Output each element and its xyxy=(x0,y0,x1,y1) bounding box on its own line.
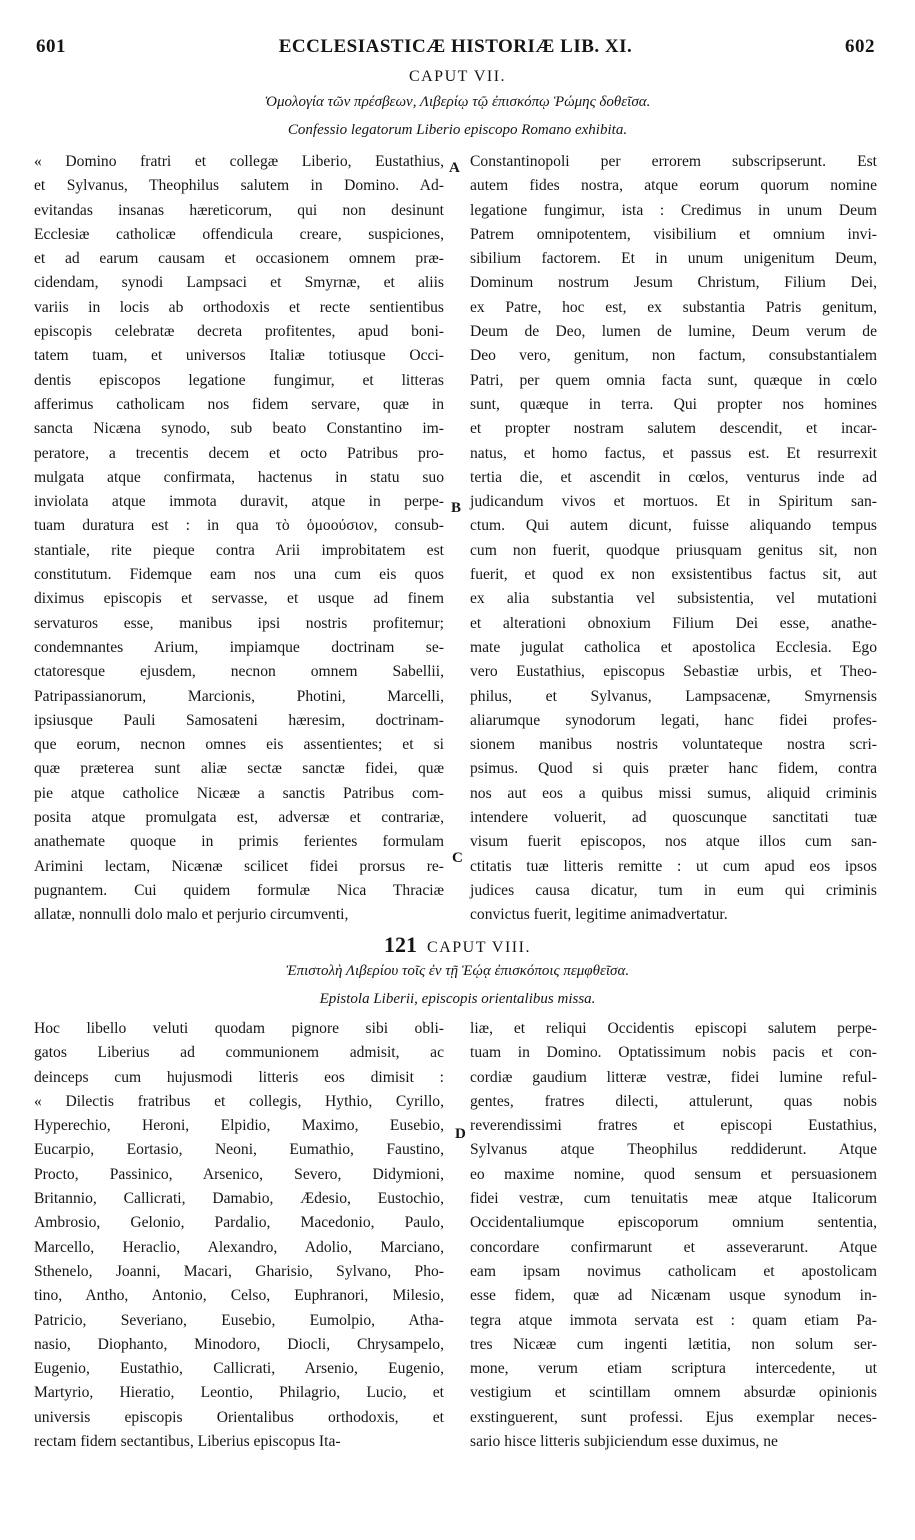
text-line: allatæ, nonnulli dolo malo et perjurio circumventi, xyxy=(34,906,349,924)
text-line: ex Patre, hoc est, ex substantia Patris genitum, xyxy=(470,298,877,316)
chapter-8-right-column xyxy=(470,1017,877,1454)
text-line: Eugenio, Eustathio, Callicrati, Arsenio, Eugenio, xyxy=(34,1360,444,1378)
text-line: psimus. Quod si quis præter hanc fidem, contra xyxy=(470,760,877,778)
text-line: Patri, per quem omnia facta sunt, quæque in cœlo xyxy=(470,371,877,389)
text-line: Eucarpio, Eortasio, Neoni, Eumathio, Faustino, xyxy=(34,1141,444,1159)
page-title: ECCLESIASTICÆ HISTORIÆ LIB. XI. xyxy=(278,36,633,57)
text-line: diximus episcopis et servasse, et usque ad finem xyxy=(34,590,444,608)
text-line: dentis episcopos legatione fungimur, et litteras xyxy=(34,371,444,389)
margin-marker-a: A xyxy=(449,160,460,176)
text-line: Deum de Deo, lumen de lumine, Deum verum de xyxy=(470,323,877,341)
text-line: posita atque promulgata est, adversæ et contrariæ, xyxy=(34,809,444,827)
text-line: vero Eustathius, episcopus Sebastiæ urbis, et Theo- xyxy=(470,663,877,681)
text-line: ctitatis tuæ litteris remitte : ut cum apud eos ipsos xyxy=(470,857,877,875)
text-line: pie atque catholice Nicææ a sanctis Patribus com- xyxy=(34,784,444,802)
text-line: liæ, et reliqui Occidentis episcopi salutem perpe- xyxy=(470,1020,877,1037)
text-line: Ambrosio, Gelonio, Pardalio, Macedonio, Paulo, xyxy=(34,1214,444,1232)
text-line: afferimus catholicam nos fidem servare, quæ in xyxy=(34,395,444,413)
text-line: tatem tuam, et universos Italiæ totiusque Occi- xyxy=(34,347,444,365)
text-line: sancta Nicæna synodo, sub beato Constantino im- xyxy=(34,420,444,438)
margin-marker-b: B xyxy=(451,500,462,516)
text-line: tino, Antho, Antonio, Celso, Euphranori, Milesio, xyxy=(34,1287,444,1305)
text-line: eam ipsam novimus catholicam et apostolicam xyxy=(470,1262,877,1280)
text-line: judices causa dicatur, tum in eum qui criminis xyxy=(470,881,877,899)
text-line: aliarumque synodorum legati, hanc fidei profes- xyxy=(470,711,877,729)
chapter-7-heading: CAPUT VII. xyxy=(408,68,507,85)
text-line: et propter nostram salutem descendit, et incar- xyxy=(470,420,877,438)
text-line: « Domino fratri et collegæ Liberio, Eustathius, xyxy=(34,153,444,170)
text-line: gatos Liberius ad communionem admisit, ac xyxy=(34,1044,444,1062)
text-line: constitutum. Fidemque eam nos una cum eis quos xyxy=(34,566,444,584)
text-line: Britannio, Callicrati, Damabio, Ædesio, Eustochio, xyxy=(34,1190,444,1208)
text-line: sunt, quæque in terra. Qui propter nos homines xyxy=(470,395,877,413)
text-line: tegra atque immota servata est : quam etiam Pa- xyxy=(470,1311,877,1329)
text-line: et Sylvanus, Theophilus salutem in Domino. Ad- xyxy=(34,177,444,195)
text-line: mate jugulat catholica et apostolica Ecclesia. Ego xyxy=(470,638,877,656)
page-number-right: 602 xyxy=(845,36,875,57)
text-line: Procto, Passinico, Arsenico, Severo, Didymioni, xyxy=(34,1165,444,1183)
text-line: nos aut eos a quibus missi sumus, aliquid criminis xyxy=(470,784,877,802)
page-number-left: 601 xyxy=(36,36,66,57)
text-line: tres Nicææ cum ingenti lætitia, non solum ser- xyxy=(470,1335,877,1353)
chapter-8-heading: CAPUT VIII. xyxy=(427,939,531,956)
text-line: Occidentaliumque episcoporum omnium sententia, xyxy=(470,1214,877,1232)
text-line: Constantinopoli per errorem subscripserunt. Est xyxy=(470,153,877,170)
text-line: stantiale, rite pieque contra Arii improbitatem est xyxy=(34,541,444,559)
text-line: inviolata atque immota duravit, atque in perpe- xyxy=(34,493,444,511)
chapter-8-greek-title: Ἐπιστολὴ Λιβερίου τοῖς ἐν τῇ Ἑῴᾳ ἐπισκόποις πεμφθεῖσα. xyxy=(285,963,630,979)
text-line: intendere voluerit, ad quoscunque sanctitati tuæ xyxy=(470,809,877,827)
text-line: Marcello, Heraclio, Alexandro, Adolio, Marciano, xyxy=(34,1238,444,1256)
text-line: « Dilectis fratribus et collegis, Hythio, Cyrillo, xyxy=(34,1092,444,1110)
text-line: Hyperechio, Heroni, Elpidio, Maximo, Eusebio, xyxy=(34,1117,444,1135)
text-line: et alterationi obnoxium Filium Dei esse, anathe- xyxy=(470,614,877,632)
text-line: que eorum, necnon omnes eis assentientes; et si xyxy=(34,736,444,754)
text-line: ipsiusque Pauli Samosateni hæresim, doctrinam- xyxy=(34,711,444,729)
chapter-7-left-column xyxy=(34,150,444,928)
chapter-7-greek-title: Ὁμολογία τῶν πρέσβεων, Λιβερίῳ τῷ ἐπισκόπῳ Ῥώμης δοθεῖσα. xyxy=(264,94,651,110)
text-line: mone, verum etiam scriptura intercedente, ut xyxy=(470,1360,877,1378)
text-line: concordare confirmarunt et asseverarunt. Atque xyxy=(470,1238,877,1256)
text-line: Ecclesiæ catholicæ offendicula creare, suspiciones, xyxy=(34,225,444,243)
text-line: ctatoresque ejusdem, necnon omnem Sabellii, xyxy=(34,663,444,681)
text-line: convictus fuerit, legitime animadvertatur. xyxy=(470,906,728,924)
text-line: Sylvanus atque Theophilus reddiderunt. Atque xyxy=(470,1141,877,1159)
text-line: Deo vero, genitum, non factum, consubstantialem xyxy=(470,347,877,365)
text-line: cidendam, synodi Lampsaci et Smyrnæ, et aliis xyxy=(34,274,444,292)
text-line: gentes, fratres dilecti, attulerunt, quas nobis xyxy=(470,1092,877,1110)
text-line: Hoc libello veluti quodam pignore sibi obli- xyxy=(34,1020,444,1037)
text-line: mulgata atque confirmata, hactenus in statu suo xyxy=(34,468,444,486)
text-line: autem fides nostra, atque eorum quorum nomine xyxy=(470,177,877,195)
text-line: cordiæ gaudium litteræ vestræ, fidei lumine reful- xyxy=(470,1068,877,1086)
text-line: rectam fidem sectantibus, Liberius episcopus Ita- xyxy=(34,1433,341,1451)
chapter-7-right-column xyxy=(470,150,877,928)
text-line: et ad earum causam et occasionem omnem præ- xyxy=(34,250,444,268)
text-line: vestigium et scintillam omnem absurdæ opinionis xyxy=(470,1384,877,1402)
text-line: Sthenelo, Joanni, Macari, Gharisio, Sylvano, Pho- xyxy=(34,1262,444,1280)
text-line: condemnantes Arium, impiamque doctrinam se- xyxy=(34,638,444,656)
chapter-7-latin-title: Confessio legatorum Liberio episcopo Romano exhibita. xyxy=(287,122,628,138)
text-line: natus, et homo factus, et passus est. Et resurrexit xyxy=(470,444,877,462)
text-line: Martyrio, Hieratio, Leontio, Philagrio, Lucio, et xyxy=(34,1384,444,1402)
text-line: anathemate quoque in primis ferientes formulam xyxy=(34,833,444,851)
text-line: fuerit, et quod ex non exsistentibus factus sit, aut xyxy=(470,566,877,584)
text-line: peratore, a trecentis decem et octo Patribus pro- xyxy=(34,444,444,462)
text-line: Patripassianorum, Marcionis, Photini, Marcelli, xyxy=(34,687,444,705)
text-line: sibilium factorem. Et in unum unigenitum Deum, xyxy=(470,250,877,268)
text-line: Arimini lectam, Nicænæ scilicet fidei prorsus re- xyxy=(34,857,444,875)
text-line: tuam duratura est : in qua τὸ ὁμοούσιον, consub- xyxy=(34,517,444,535)
text-line: universis episcopis Orientalibus orthodoxis, et xyxy=(34,1408,444,1426)
column-number: 121 xyxy=(384,932,418,957)
text-line: quæ præterea sunt aliæ sectæ sanctæ fidei, quæ xyxy=(34,760,444,778)
text-line: legatione fungimur, ista : Credimus in unum Deum xyxy=(470,201,877,219)
text-line: Patrem omnipotentem, visibilium et omnium invi- xyxy=(470,225,877,243)
text-line: Patricio, Severiano, Eusebio, Eumolpio, Atha- xyxy=(34,1311,444,1329)
text-line: variis in locis ab orthodoxis et recte sentientibus xyxy=(34,298,444,316)
text-line: eo maxime nomine, quod sensum et persuasionem xyxy=(470,1165,877,1183)
text-line: exstinguerent, sunt professi. Ejus exemplar neces- xyxy=(470,1408,877,1426)
chapter-8-heading-row xyxy=(0,932,915,958)
text-line: fidei vestræ, cum tenuitatis meæ atque Italicorum xyxy=(470,1190,877,1208)
text-line: ctum. Qui autem dicunt, fuisse aliquando tempus xyxy=(470,517,877,535)
chapter-8-latin-title: Epistola Liberii, episcopis orientalibus missa. xyxy=(319,991,596,1007)
text-line: deinceps cum hujusmodi litteris eos dimisit : xyxy=(34,1068,444,1086)
text-line: reverendissimi fratres et episcopi Eustathius, xyxy=(470,1117,877,1135)
text-line: evitandas insanas hæreticorum, qui non desinunt xyxy=(34,201,444,219)
margin-marker-d: D xyxy=(455,1126,466,1142)
text-line: cum non fuerit, quodque priusquam genitus sit, non xyxy=(470,541,877,559)
text-line: Dominum nostrum Jesum Christum, Filium Dei, xyxy=(470,274,877,292)
margin-marker-c: C xyxy=(452,850,463,866)
text-line: tuam in Domino. Optatissimum nobis pacis et con- xyxy=(470,1044,877,1062)
text-line: pugnantem. Cui quidem formulæ Nica Thraciæ xyxy=(34,881,444,899)
chapter-8-left-column xyxy=(34,1017,444,1454)
text-line: philus, et Sylvanus, Lampsacenæ, Smyrnensis xyxy=(470,687,877,705)
text-line: nasio, Diophanto, Minodoro, Diocli, Chrysampelo, xyxy=(34,1335,444,1353)
text-line: sionem manibus nostris voluntateque nostra scri- xyxy=(470,736,877,754)
text-line: episcopis celebratæ decreta profitentes, apud boni- xyxy=(34,323,444,341)
text-line: visum fuerit episcopos, nos atque illos cum san- xyxy=(470,833,877,851)
text-line: esse fidem, quæ ad Nicænam usque synodum in- xyxy=(470,1287,877,1305)
running-head xyxy=(36,36,875,62)
text-line: tertia die, et ascendit in cœlos, venturus inde ad xyxy=(470,468,877,486)
text-line: sario hisce litteris subjiciendum esse duximus, ne xyxy=(470,1433,778,1451)
text-line: judicandum vivos et mortuos. Et in Spiritum san- xyxy=(470,493,877,511)
text-line: ex alia substantia vel subsistentia, vel mutationi xyxy=(470,590,877,608)
text-line: servaturos esse, manibus ipsi nostris profitemur; xyxy=(34,614,444,632)
